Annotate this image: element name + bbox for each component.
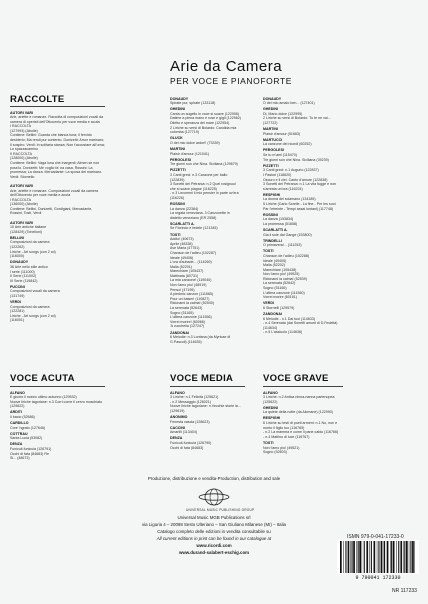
barcode-bar: [410, 541, 411, 573]
composer-heading: TOSTI: [263, 249, 274, 254]
composer-heading: DENZA: [170, 436, 183, 441]
composer-heading: ZANDONAI: [263, 312, 282, 317]
catalogue-entry: Composizioni da camera: [10, 240, 50, 245]
catalogue-entry: (128000) (Abolle): [10, 156, 38, 161]
catalogue-entry: L'ultima canzone (111560): [263, 290, 305, 295]
catalogue-entry: Occhi di fata (84683) Re: [10, 451, 49, 456]
catalogue-entry: I Pastori (118620): [263, 172, 292, 177]
composer-heading: MARTINI: [170, 146, 185, 151]
catalogue-entry: Nuove liriche tagoriane: n.Vecchie storie la... (129619): [170, 404, 241, 413]
composer-heading: ALFANO: [170, 390, 185, 395]
barcode-bar: [348, 541, 350, 573]
catalogue-entry: La canzone dei ricordi (60252): [263, 142, 312, 147]
catalogue-entry: La donna del sciamano (134185): [263, 197, 316, 202]
catalogue-entry: La quiete della notte (da Alcmane) (122990): [263, 410, 333, 415]
catalogue-entry: (128429) (Tonelloni): [10, 229, 42, 234]
barcode-bar: [359, 541, 361, 573]
catalogue-entry: Marechiare (105438): [263, 267, 297, 272]
barcode-bar: [345, 541, 346, 573]
barcode-bar: [390, 541, 391, 573]
catalogue-entry: Penso! (47195): [170, 287, 195, 292]
catalogue-entry: La promessa (51658): [263, 221, 298, 226]
catalogue-entry: Si... (48673): [10, 456, 30, 461]
composer-heading: DONAUDY: [170, 96, 189, 101]
composer-heading: PERGOLESI: [170, 157, 191, 162]
barcode-bar: [383, 541, 384, 573]
barcode-bar: [377, 541, 378, 573]
catalogue-entry: 3 Canti greci: n.3 Canzone per ballo (122839): [170, 172, 228, 182]
catalogue-entry: Addio! (40673): [170, 237, 194, 242]
composer-heading: COTTRAU: [10, 431, 28, 436]
composer-heading: RESPIGHI: [263, 192, 281, 197]
barcode-bar: [406, 541, 408, 573]
barcode-bar: [358, 541, 359, 573]
barcode-bar: [378, 541, 379, 573]
catalogue-entry: (116000): [10, 254, 25, 259]
barcode-bar: [364, 541, 365, 573]
section-title-voce-acuta: VOCE ACUTA: [10, 373, 75, 384]
barcode-bar: [412, 541, 414, 573]
composer-heading: ALFANO: [263, 390, 278, 395]
catalogue-entry: 3 Liriche: n.1 Felicità (125621): [170, 395, 219, 400]
catalogue-entry: Canta un augello in voce si suave (122906): [170, 111, 240, 116]
catalogue-entry: III Serie (119842): [10, 278, 38, 283]
catalogue-entry: Datime a piena mano e rose e gigli (122962): [170, 116, 241, 121]
section-rule: [10, 386, 105, 387]
barcode-bar: [404, 541, 405, 573]
logo-label: UNIVERSAL MUSIC PUBLISHING GROUP: [186, 508, 255, 512]
catalogue-note-en: All current editions in print can be found in our catalogue at: [156, 536, 272, 541]
composer-heading: ALFANO: [10, 390, 25, 395]
composer-heading: MARTUCCI: [263, 137, 283, 142]
catalogue-entry: Composizioni vocali da camera: [10, 289, 60, 294]
barcode-bar: [387, 541, 389, 573]
composer-heading: CARDILLO: [10, 421, 29, 426]
barcode-bar: [366, 541, 368, 573]
barcode-bar: [403, 541, 404, 573]
catalogue-entry: 36 Arie nello stile antico: [10, 264, 48, 269]
catalogue-entry: Ridonami la calma! (52540): [170, 301, 214, 306]
barcode-bar: [343, 541, 344, 573]
composer-heading: PUCCINI: [10, 284, 25, 289]
composer-heading: GHEDINI: [263, 107, 278, 112]
catalogue-entry: I RACCOLTA: [10, 124, 32, 129]
composer-heading: PERGOLESI: [263, 148, 284, 153]
catalogue-entry: 3 Sonetti del Petrarca: n.1 La vita fugge e non s'arresta un'ora (116224): [263, 182, 337, 191]
catalogue-entry: 3 Liriche: n.2 Antica ninna-nanna partenopea (125622): [263, 395, 335, 404]
barcode-bar: [384, 541, 385, 573]
catalogue-entry: Liriche - Art songs (con 2 cd): [10, 313, 56, 318]
composer-heading: PIZZETTI: [170, 168, 186, 173]
voce-grave-list: [263, 389, 343, 474]
catalogue-entry: La danza (22384): [170, 206, 199, 211]
title-block: [170, 58, 420, 86]
catalogue-entry: L'ora d'aubade... (114269): [170, 260, 212, 265]
catalogue-entry: Plaisir d'amour (121041): [170, 151, 210, 156]
series-title: Arie da Camera: [170, 58, 283, 75]
barcode-bar: [340, 541, 342, 573]
voce-acuta-list: [10, 389, 105, 474]
catalogue-entry: Arie, ariette e romanze. Composizioni vocali da camera dell'Ottocento per voce media e acuta: [10, 188, 99, 198]
catalogue-entry: Marechiare (105437): [170, 269, 204, 274]
catalogue-entry: Core 'ngrato (127646): [10, 425, 46, 430]
catalogue-entry: Tre giorni son che Nina. Siciliana (39239): [263, 157, 329, 162]
ricordi-link[interactable]: www.ricordi.com: [196, 543, 232, 548]
catalogue-entry: Contiene: Bellini, Donizetti, Gordigiani, Mercadante, Rossini, Tosti, Verdi: [10, 206, 93, 216]
composer-heading: VERDI: [10, 300, 21, 305]
barcode-number: 9 790041 172330: [355, 575, 401, 581]
catalogue-entry: Chanson de l'adieu (102288): [263, 253, 310, 258]
voce-media-list-upper: [263, 95, 338, 370]
catalogue-entry: I serie (111000): [10, 269, 35, 274]
barcode-icon: [337, 540, 419, 574]
catalogue-entry: Non t'amo piu! (49525): [263, 272, 300, 277]
catalogue-entry: - n.2 La mamma e come il pane caldo (116766): [263, 430, 339, 435]
catalogue-number: NR 117233: [392, 588, 417, 594]
composer-heading: ANONIMO: [170, 414, 188, 419]
composer-heading: DONAUDY: [10, 260, 29, 265]
composer-heading: AUTORI VARI: [10, 183, 34, 188]
catalogue-entry: Tre giorni son che Nina. Siciliana (129679): [170, 162, 238, 167]
composer-heading: AUTORI VARI: [10, 220, 34, 225]
composer-heading: CACCINI: [170, 425, 185, 430]
barcode-bar: [353, 541, 355, 573]
catalogue-entry: Oscuro e il ciel. Canto d'amore (122838): [263, 177, 328, 182]
catalogue-entry: Non t'amo piu! (49521): [263, 445, 300, 450]
barcode-bar: [371, 541, 372, 573]
universal-music-logo-icon: [197, 486, 231, 508]
barcode-bar: [356, 541, 357, 573]
catalogue-entry: II Serie (111002): [10, 274, 37, 279]
barcode-bar: [393, 541, 395, 573]
production-line: Produzione, distribuzione e vendita-Production, distribution and sale: [147, 476, 281, 481]
catalogue-entry: Composizioni da camera: [10, 304, 50, 309]
catalogue-entry: Nuove liriche tagoriane: n.3 Corri come il cervo muschiato (129622): [10, 399, 103, 409]
catalogue-entry: O del mio dolce ardor!! (73339): [170, 140, 220, 145]
barcode-bar: [381, 541, 383, 573]
catalogue-entry: Ave Maria (47751): [170, 246, 200, 251]
composer-heading: PIZZETTI: [263, 163, 279, 168]
catalogue-entry: (116001): [10, 318, 25, 323]
section-rule: [263, 386, 343, 387]
catalogue-entry: A piedmic canzon (111665): [170, 292, 214, 297]
barcode-bar: [409, 541, 410, 573]
catalogue-entry: Ideale (49405): [263, 258, 287, 263]
catalogue-entry: Non t'amo piu! (48919): [170, 283, 207, 288]
composer-heading: ROSSINI: [263, 212, 278, 217]
catalogue-entry: Diletto e speranza del mare (122954): [170, 120, 230, 125]
catalogue-entry: Sogno (51165): [170, 310, 194, 315]
composer-heading: TRINDELLI: [263, 238, 282, 243]
spacer: [10, 216, 105, 219]
catalogue-entry: Sogno (51166): [263, 286, 287, 291]
catalogue-entry: Spirate pur, spirate (133118): [170, 101, 216, 106]
catalogue-entry: Occhi di fata (84683): [170, 445, 204, 450]
catalogue-entry: (136000) (Abolle): [10, 202, 38, 207]
composer-heading: BELLINI: [10, 235, 24, 240]
catalogue-entry: La serenata (52643): [170, 306, 203, 311]
catalogue-entry: 3 Canti greci: n.1 Augurio (122837): [263, 168, 319, 173]
raccolte-list: [10, 109, 105, 369]
composer-heading: DENZA: [10, 442, 23, 447]
catalogue-entry: 2 Liriche su versi di Bolardo: Tu te ne vai... (127722): [263, 116, 331, 125]
catalogue-entry: Contiene: Bellini: Guarda che bianca luna; Il fervido desiderio; Ma rendi pur contento. Donizetti: Amor marinaro; Il sospiro. Verdi: In solitaria stanza; Non t'accostare all'urna; Lo spazzacamino: [10, 133, 105, 152]
barcode-bar: [414, 541, 415, 573]
catalogue-entry: 6 Melodie - n.1 Dai tuoi (114633): [263, 316, 316, 321]
catalogue-entry: (122262): [10, 245, 25, 250]
catalogue-entry: Plaisir d'amour (51683): [263, 131, 301, 136]
catalogue-entry: 3 Sonetti del Petrarca: n.2 Quel rosignuol che si soave piagne (116225): [170, 182, 236, 191]
barcode-bar: [350, 541, 351, 573]
catalogue-entry: (131749): [10, 293, 25, 298]
catalogue-entry: Se tu m'ami (115470): [263, 153, 297, 158]
voce-media-list: [170, 389, 245, 474]
barcode-bar: [398, 541, 399, 573]
barcode-bar: [374, 541, 376, 573]
catalogue-entry: (127993) (Abolle): [10, 128, 38, 133]
catalogue-entry: Sogno (52603): [263, 450, 287, 455]
composer-heading: VERDI: [263, 301, 274, 306]
composer-heading: GHEDINI: [170, 107, 185, 112]
composer-heading: ARDITI: [10, 410, 22, 415]
spacer: [10, 179, 105, 182]
catalogue-entry: - n.4 Mattino di luce (116767): [263, 434, 310, 439]
catalogue-entry: Ridonami la calma! (52539): [263, 276, 307, 281]
catalogue-entry: - n.5 L'assiuolo (114636): [263, 330, 303, 335]
catalogue-entry: Vorrei morire! (60066): [170, 319, 205, 324]
composer-heading: GHEDINI: [263, 405, 278, 410]
catalogue-entry: Santa Lucia (53082): [10, 436, 43, 441]
catalogue-entry: L'ultima canzone (111556): [170, 315, 212, 320]
catalogue-entry: La serenata (52642): [263, 281, 296, 286]
catalogue-entry: Aprile (48338): [170, 241, 193, 246]
catalogue-entry: - n.4 Serenata (dai Sonetti amorit di D.Fedeltà) (114634): [263, 321, 338, 330]
catalogue-entry: Se Florindo e fedele (121345): [170, 226, 218, 231]
catalogue-entry: 'A vucchella (127247): [170, 324, 205, 329]
catalogue-entry: La mia canzone! (119040): [170, 278, 212, 283]
catalogue-entry: 6 Stornelli (129579): [263, 305, 295, 310]
publisher-address: via Liguria 4 – 20098 Sesto Ulteriano – San Giuliano Milanese (MI) – Italia: [142, 522, 286, 527]
catalogue-entry: Funiculi-funicula (126790): [170, 440, 212, 445]
composer-heading: GLUCK: [170, 136, 183, 141]
section-rule: [10, 106, 105, 107]
composer-heading: SCARLATTI A.: [263, 227, 288, 232]
catalogue-entry: 2 Liriche su versi di Bolardo: Candida mia colomba (127719): [170, 125, 237, 135]
section-title-voce-grave: VOCE GRAVE: [263, 373, 329, 384]
catalogue-entry: Malia (52202): [263, 263, 285, 268]
catalogue-entry: - n.3 Levommi il mio pensier in parte ov'era (116226): [170, 191, 239, 200]
catalogue-entry: La danza (153834): [263, 217, 294, 222]
catalogue-entry: Arie, ariette e romanze. Raccolta di composizioni vocali da camera di operisti dell'Ottocento per voce media e acuta: [10, 115, 104, 124]
durand-link[interactable]: www.durand-salabert-eschig.com: [178, 550, 250, 555]
catalogue-entry: - n.2 Messaggio (126021): [170, 399, 211, 404]
catalogue-entry: 6 Liriche su testi di poeti armeni: n.1 No, non e morto il figlio tuo (116765): [263, 421, 338, 430]
catalogue-entry: Di, Mario dolce (122995): [263, 111, 303, 116]
catalogue-entry: Mattinata (60731): [170, 273, 199, 278]
catalogue-entry: 6 Melodie: n.3 Lontana (da Myricae di G.Pascoli) (114635): [170, 335, 231, 344]
composer-heading: ROSSINI: [170, 201, 185, 206]
catalogue-entry: (122281): [10, 309, 25, 314]
ismn-code: ISMN 979-0-041-17233-0: [347, 534, 404, 540]
catalogue-entry: 5 Liriche (Carlo Sorelle - La fine - Per les suoi Par l'etreinte - Tempi assai lontani) (117748): [263, 201, 336, 211]
catalogue-entry: Ideale (49406): [170, 255, 194, 260]
section-title-voce-media: VOCE MEDIA: [170, 373, 234, 384]
catalogue-entry: Fenesta vascia (128623): [170, 419, 210, 424]
catalogue-entry: O primavera!... (111253): [263, 243, 302, 248]
barcode-bar: [400, 541, 402, 573]
barcode-bar: [352, 541, 353, 573]
composer-heading: MARTINI: [263, 127, 278, 132]
catalogue-entry: La regata veneziana. 3 Canzonette in dialetto veneziano (ER 2558): [170, 211, 230, 220]
catalogue-entry: Chanson de l'adieu (102287): [170, 250, 217, 255]
catalogue-entry: Contiene: Bellini: Vaga luna che inargenti; Almen se non poss'io. Donizetti: Me voglio fa' na casa. Rossini: La promessa; La danza. Mercadante: La sposa del marinaro. Verdi: Stornello: [10, 161, 103, 179]
composer-heading: ZANDONAI: [170, 330, 189, 335]
barcode-bar: [396, 541, 397, 573]
section-title-raccolte: RACCOLTE: [10, 94, 65, 105]
catalogue-entry: 10 Arie antiche italiane: [10, 225, 47, 230]
catalogue-entry: II RACCOLTA: [10, 151, 33, 156]
catalogue-entry: Pour un baiser! (110827): [170, 296, 210, 301]
composer-heading: TOSTI: [170, 232, 181, 237]
catalogue-entry: Gia il sole dal Gange (153800): [263, 232, 312, 237]
catalogue-entry: O del mio amato ben... (127401): [263, 101, 315, 106]
catalogue-entry: Malia (52201): [170, 264, 192, 269]
composer-heading: AUTORI VARI: [10, 110, 34, 115]
catalogue-entry: E giunto il nostro ultimo autunno (129532): [10, 395, 77, 400]
composer-heading: DONAUDY: [263, 96, 282, 101]
composer-heading: TOSTI: [263, 440, 274, 445]
catalogue-entry: Liriche - Art songs (con 2 cd): [10, 249, 56, 254]
publisher-name: Universal Music MGB Publications srl: [177, 515, 251, 520]
section-rule: [170, 386, 245, 387]
catalogue-entry: Funiculi-funicula (126791): [10, 447, 52, 452]
catalogue-entry: Il bacio (52686): [10, 414, 35, 419]
catalogue-entry: I RACCOLTA: [10, 197, 32, 202]
composer-heading: SCARLATTI A.: [170, 221, 195, 226]
voce-acuta-list-continued: [170, 95, 242, 370]
catalogue-entry: Vorrei morire (60161): [263, 295, 297, 300]
catalogue-entry: Amarilli (113404): [170, 430, 197, 435]
barcode-bar: [369, 541, 370, 573]
composer-heading: RESPIGHI: [263, 416, 281, 421]
barcode-bar: [391, 541, 392, 573]
catalogue-note-it: Catalogo completo delle edizioni in vendita consultabile su: [157, 529, 271, 534]
barcode-bar: [362, 541, 363, 573]
series-subtitle: PER VOCE E PIANOFORTE: [170, 76, 293, 86]
